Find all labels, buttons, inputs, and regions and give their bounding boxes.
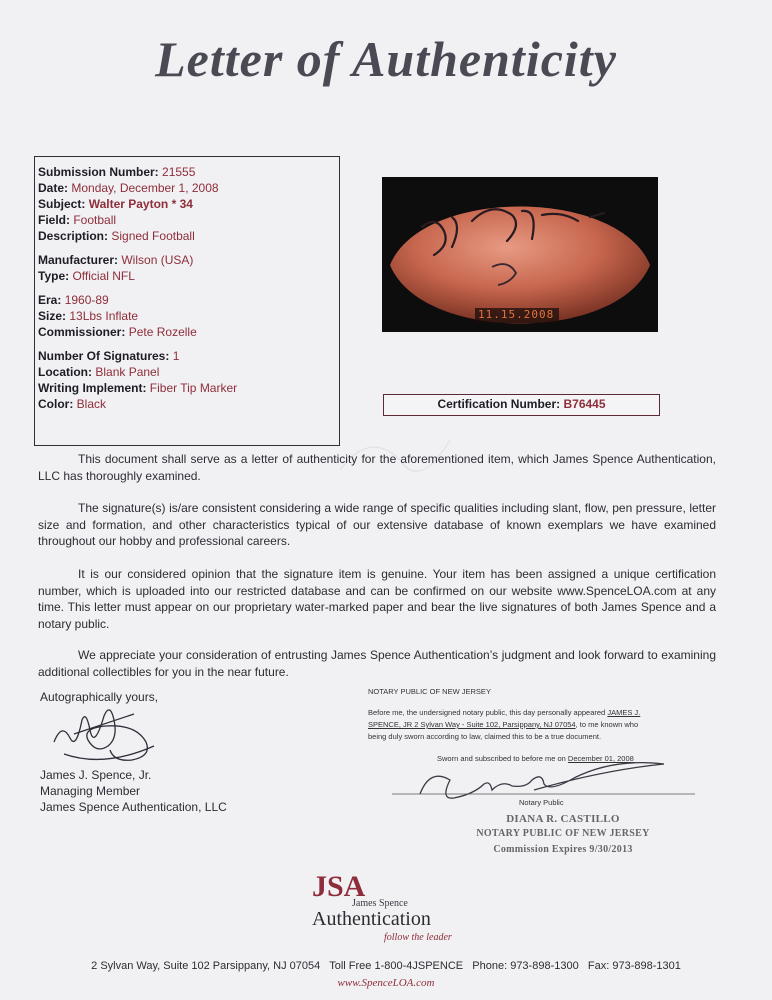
jsa-sub: James Spence — [352, 898, 408, 909]
paragraph-1: This document shall serve as a letter of authenticity for the aforementioned item, which James Spence Authentication, LLC has thoroughly examined. — [38, 452, 716, 483]
notary-stamp-name: DIANA R. CASTILLO — [506, 813, 620, 825]
item-details-box — [34, 156, 340, 446]
footer-tollfree: Toll Free 1-800-4JSPENCE — [329, 960, 464, 972]
signer-company: James Spence Authentication, LLC — [40, 800, 227, 814]
field-row: Field: Football — [38, 213, 117, 227]
footer-website[interactable]: www.SpenceLOA.com — [337, 977, 435, 989]
spence-signature — [44, 702, 174, 772]
footer-address: 2 Sylvan Way, Suite 102 Parsippany, NJ 07054 — [91, 960, 321, 972]
footer-contact — [0, 960, 772, 972]
submission-row: Submission Number: 21555 — [38, 165, 196, 179]
notary-public-label: Notary Public — [519, 798, 564, 807]
era-row: Era: 1960-89 — [38, 293, 109, 307]
notary-heading: NOTARY PUBLIC OF NEW JERSEY — [368, 687, 491, 696]
jsa-word: Authentication — [312, 908, 431, 930]
notary-stamp-expiry: Commission Expires 9/30/2013 — [493, 844, 633, 855]
subject-row: Subject: Walter Payton * 34 — [38, 197, 193, 211]
commissioner-row: Commissioner: Pete Rozelle — [38, 325, 197, 339]
photo-date-stamp: 11.15.2008 — [478, 308, 555, 321]
footer-fax: Fax: 973-898-1301 — [587, 960, 681, 972]
notary-statement: Before me, the undersigned notary public, this day personally appeared JAMES J. SPENCE, JR 2 Sylvan Way - Suite 102, Parsippany, NJ 07054, to me known who being duly sworn according to law, claimed this to be a true document. — [368, 708, 641, 741]
page-title: Letter of Authenticity — [155, 31, 617, 87]
paragraph-4: We appreciate your consideration of entrusting James Spence Authentication’s judgment and look forward to examining additional collectibles for you in the near future. — [38, 648, 716, 679]
football-photo — [382, 177, 658, 332]
paragraph-2: The signature(s) is/are consistent considering a wide range of specific qualities including slant, flow, pen pressure, letter size and formation, and other characteristics typical of our extensive database of known exemplars we have examined throughout our hobby and professional careers. — [38, 501, 716, 548]
sworn-line: Sworn and subscribed to before me on December 01, 2008 — [437, 754, 634, 763]
footer-phone: Phone: 973-898-1300 — [472, 960, 579, 972]
date-row: Date: Monday, December 1, 2008 — [38, 181, 219, 195]
certification-number-box: Certification Number: B76445 — [383, 394, 660, 416]
signer-name: James J. Spence, Jr. — [40, 768, 152, 782]
certification-number: B76445 — [563, 397, 606, 411]
color-row: Color: Black — [38, 397, 107, 411]
location-row: Location: Blank Panel — [38, 365, 160, 379]
notary-stamp-title: NOTARY PUBLIC OF NEW JERSEY — [476, 828, 650, 839]
closing-line: Autographically yours, — [40, 690, 159, 704]
jsa-logo — [300, 870, 470, 950]
paragraph-3: It is our considered opinion that the signature item is genuine. Your item has been assigned a unique certification number, which is uploaded into our restricted database and can be confirmed on our website www.SpenceLOA.com at any time. This letter must appear on our proprietary water-marked paper and bear the live signatures of both James Spence and a notary public. — [38, 567, 716, 631]
implement-row: Writing Implement: Fiber Tip Marker — [38, 381, 238, 395]
jsa-tagline: follow the leader — [384, 932, 452, 943]
size-row: Size: 13Lbs Inflate — [38, 309, 139, 323]
signatures-row: Number Of Signatures: 1 — [38, 349, 180, 363]
manufacturer-row: Manufacturer: Wilson (USA) — [38, 253, 194, 267]
description-row: Description: Signed Football — [38, 229, 195, 243]
type-row: Type: Official NFL — [38, 269, 135, 283]
submission-number: 21555 — [162, 165, 196, 179]
signer-role: Managing Member — [40, 784, 141, 798]
jsa-brand: JSA — [312, 870, 366, 903]
